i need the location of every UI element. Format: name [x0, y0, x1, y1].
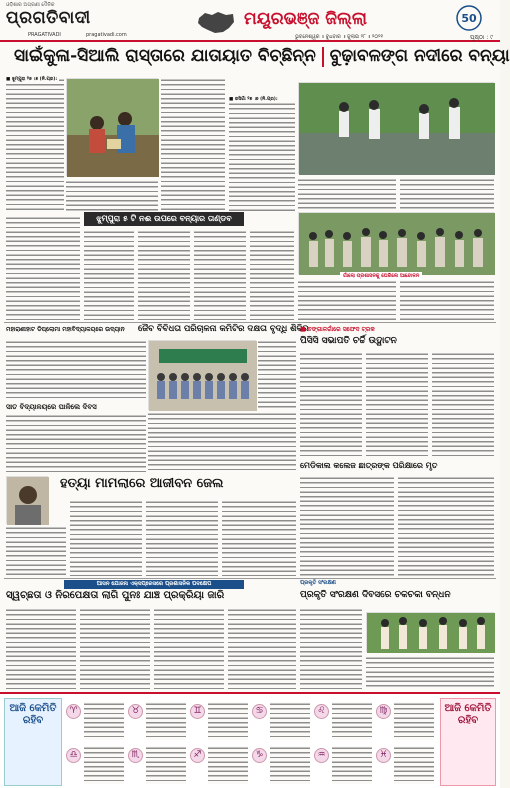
- masthead: [0, 0, 500, 42]
- photo-caption: ଗାଁଲୋ ପ୍ରଶାସନକୁ ଘେରିଲେ ଆନ୍ଦୋଳନ: [340, 272, 422, 280]
- story-headline: ପିସିସି ସଭାପତି ଚର୍ଚ୍ଚି ଉଦ୍ଘାଟନ: [300, 336, 397, 346]
- story-text: [6, 340, 146, 400]
- story-text: [229, 102, 295, 212]
- story-headline: ସାତ ବିଦ୍ୟାଳୟରେ ପାଳିଲେ ଦିବସ: [6, 402, 97, 411]
- horoscope-right-panel: [440, 698, 496, 786]
- story-headline: ସ୍ୱଚ୍ଛତା ଓ ନିରପେକ୍ଷତା ଲାଗି ପୁନଃ ଯାଞ୍ଚ ପ୍ରକ୍ରିୟା ଜାରି: [6, 590, 225, 601]
- story-text: [6, 78, 64, 212]
- story-text: [300, 352, 362, 456]
- river-photo: [298, 82, 494, 174]
- horoscope-text: [270, 702, 310, 740]
- logo-subtitle: PRAGATIVADI: [28, 32, 61, 38]
- section-banner: ଝୁମ୍ପୁରା ୫ ଟି ନଈ ଉପରେ ବନ୍ୟାର ତାଣ୍ଡବ: [84, 212, 244, 226]
- story-text: [250, 230, 294, 320]
- horoscope-text: [332, 746, 372, 784]
- zodiac-sign-icon: ♓: [376, 748, 391, 763]
- horoscope-text: [208, 702, 248, 740]
- horoscope-text: [84, 702, 124, 740]
- horoscope-text: [146, 746, 186, 784]
- horoscope-text: [332, 702, 372, 740]
- horoscope-title: ଆଜି କେମିତି ରହିବ: [444, 703, 492, 726]
- training-photo: [148, 340, 256, 410]
- story-headline: ପ୍ରକୃତି ସଂରକ୍ଷଣ ଦିବସରେ ଚକଚକା ବନ୍ଧନ: [300, 590, 451, 600]
- story-headline: ହତ୍ୟା ମାମଲାରେ ଆଜୀବନ ଜେଲ: [60, 476, 224, 491]
- story-text: [70, 500, 142, 576]
- story-text: [366, 656, 494, 690]
- story-text: [154, 608, 224, 690]
- district-title: ମୟୂରଭଞ୍ଜ ଜିଲ୍ଲା: [244, 9, 367, 29]
- story-text: [228, 608, 296, 690]
- horoscope-text: [394, 746, 434, 784]
- horoscope-text: [208, 746, 248, 784]
- story-text: [432, 352, 494, 456]
- section-banner: ଆସନ ଯୋଜନା ଏକ୍ସପ୍ରେସରେ ପ୍ରଶାସନିକ ପଦକ୍ଷେପ: [64, 580, 244, 589]
- flood-photo: [66, 78, 158, 176]
- kicker-headline: ମହାରାଣୀହାଟ ଡିପ୍ଲୋମା ମହାବିଦ୍ୟାଳୟରେ ଉଦ୍ୟାନ: [6, 326, 125, 333]
- zodiac-sign-icon: ♏: [128, 748, 143, 763]
- horoscope-text: [270, 746, 310, 784]
- story-text: [258, 340, 296, 410]
- masthead-tagline: ଓଡ଼ିଶାର ଅଗ୍ରଣୀ ଦୈନିକ: [6, 2, 55, 8]
- story-text: [6, 414, 146, 472]
- zodiac-sign-icon: ♈: [66, 704, 81, 719]
- story-text: [148, 412, 296, 472]
- newspaper-logo: ପ୍ରଗତିବାଦୀ: [6, 8, 91, 28]
- meeting-photo: [298, 212, 494, 274]
- story-text: [138, 230, 190, 320]
- issue-date: ଭୁବନେଶ୍ୱର ॥ ବୁଧବାର ॥ ଜୁଲାଇ ୨୮ ॥ ୨୦୨୧: [295, 34, 384, 40]
- story-headline: ଜୈବ ବିବିଧତା ପରିଚାଳନା କମିଟିର ଦକ୍ଷତା ବୃଦ୍ଧି ଶିବିର: [138, 324, 309, 334]
- story-text: [366, 352, 428, 456]
- story-text: [84, 230, 134, 320]
- portrait-photo: [6, 476, 48, 524]
- story-text: [6, 216, 80, 320]
- lead-headline: [14, 46, 510, 72]
- zodiac-sign-icon: ♌: [314, 704, 329, 719]
- story-text: [66, 180, 158, 214]
- story-text: [161, 78, 225, 212]
- zodiac-sign-icon: ♉: [128, 704, 143, 719]
- story-headline: ମେଡିକାଲ କଲେଜ ଛାତ୍ରଙ୍କ ପରିକ୍ଷାରେ ମୃତ: [300, 460, 438, 470]
- story-text: [6, 526, 66, 576]
- website: pragativadi.com: [86, 32, 127, 38]
- story-text: [194, 230, 246, 320]
- horoscope-strip: [0, 692, 500, 788]
- anniversary-number: 50: [461, 12, 477, 25]
- story-text: [300, 476, 394, 576]
- district-map-icon: [196, 10, 236, 36]
- story-text: [146, 500, 218, 576]
- story-text: [80, 608, 150, 690]
- zodiac-sign-icon: ♑: [252, 748, 267, 763]
- zodiac-sign-icon: ♐: [190, 748, 205, 763]
- lead-headline-right: ବୁଢ଼ାବଳଙ୍ଗ ନଦୀରେ ବନ୍ୟା: [329, 46, 510, 66]
- story-text: [400, 280, 494, 320]
- story-dateline: ■ ରସିଗାଁ ୨୭ ।୭ (ନି.ପ୍ର):: [229, 97, 278, 102]
- zodiac-sign-icon: ♒: [314, 748, 329, 763]
- anniversary-logo-icon: [444, 4, 494, 32]
- kicker-headline: ■ ବଙ୍ଗାଳଗାଁରେ ସଫେଦ ଟ୍ରକ: [300, 326, 375, 333]
- story-text: [222, 500, 296, 576]
- story-text: [398, 476, 494, 576]
- zodiac-sign-icon: ♍: [376, 704, 391, 719]
- zodiac-sign-icon: ♊: [190, 704, 205, 719]
- horoscope-text: [84, 746, 124, 784]
- story-text: [6, 608, 76, 690]
- story-dateline: ■ ଝୁମ୍ପୁରା ୨୭ ।୭ (ନି.ପ୍ର):: [6, 77, 58, 82]
- story-text: [300, 608, 362, 690]
- zodiac-sign-icon: ♋: [252, 704, 267, 719]
- story-text: [298, 178, 396, 212]
- lead-headline-left: ସାଇଁକୁଳା-ସିଆଲି ରାସ୍ତାରେ ଯାତାୟାତ ବିଚ୍ଛିନ୍ନ: [14, 46, 316, 66]
- page-number: ପୃଷ୍ଠା : ୯: [470, 34, 494, 41]
- horoscope-left-panel: [4, 698, 62, 786]
- story-text: [400, 178, 494, 212]
- zodiac-sign-icon: ♎: [66, 748, 81, 763]
- story-text: [298, 280, 396, 320]
- horoscope-title: ଆଜି କେମିତି ରହିବ: [9, 703, 57, 726]
- horoscope-text: [146, 702, 186, 740]
- tree-planting-photo: [366, 612, 494, 652]
- horoscope-text: [394, 702, 434, 740]
- kicker-headline: ପ୍ରକୃତି ସଂରକ୍ଷଣ: [300, 580, 336, 586]
